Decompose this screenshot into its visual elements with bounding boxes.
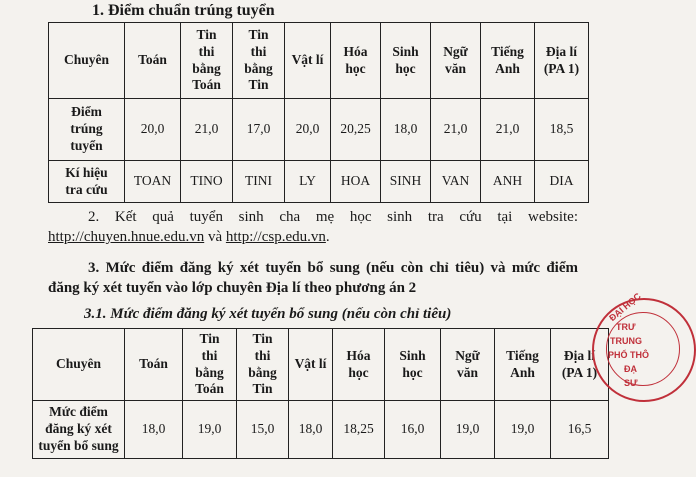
row-label-text: đăng ký xét (45, 421, 112, 437)
header-text: thi (254, 347, 271, 363)
table-cell: 15,0 (237, 401, 289, 459)
column-header (495, 329, 551, 401)
table-cell: 19,0 (441, 401, 495, 459)
header-text: văn (444, 60, 466, 76)
header-text: Ngữ (443, 43, 468, 59)
header-text: thi (198, 43, 215, 59)
column-header (125, 23, 181, 99)
stamp-text: SƯ (624, 378, 638, 388)
table-header-row (49, 23, 589, 99)
header-text: bằng (195, 364, 224, 380)
table-cell: ANH (481, 161, 535, 203)
table-cell: 16,0 (385, 401, 441, 459)
row-label-text: Kí hiệu (65, 164, 108, 180)
column-header (431, 23, 481, 99)
column-header (49, 23, 125, 99)
header-text: Chuyên (63, 52, 109, 68)
table-cell: LY (285, 161, 331, 203)
table-cell: 21,0 (481, 99, 535, 161)
header-text: (PA 1) (543, 60, 580, 76)
header-text: Tiếng (491, 43, 524, 59)
header-text: Ngữ (455, 347, 480, 363)
table-cell: HOA (331, 161, 381, 203)
table-cell: 21,0 (431, 99, 481, 161)
header-text: học (395, 60, 416, 76)
table-cell: TINO (181, 161, 233, 203)
supplementary-score-table (32, 328, 609, 459)
column-header (183, 329, 237, 401)
school-stamp (592, 290, 696, 402)
joiner-text: và (204, 229, 226, 245)
table-cell: TINI (233, 161, 285, 203)
header-text: Sinh (392, 43, 419, 59)
header-text: Anh (495, 60, 520, 76)
header-text: Tin (252, 381, 273, 397)
table-cell: 16,5 (551, 401, 609, 459)
header-text: Toán (195, 381, 224, 397)
row-label (49, 99, 125, 161)
column-header (381, 23, 431, 99)
row-label-text: Điểm (71, 104, 102, 120)
column-header (331, 23, 381, 99)
header-text: Tin (199, 330, 220, 346)
table-cell: SINH (381, 161, 431, 203)
table-cell: VAN (431, 161, 481, 203)
column-header (333, 329, 385, 401)
end-text: . (325, 229, 330, 245)
table-cell: 18,0 (381, 99, 431, 161)
table-cell: DIA (535, 161, 589, 203)
header-text: bằng (192, 60, 221, 76)
section-3-title (48, 258, 578, 298)
table-cell: 20,0 (125, 99, 181, 161)
header-text: Toán (138, 52, 167, 68)
section-1-title: 1. Điểm chuẩn trúng tuyển (92, 2, 275, 19)
header-text: Hóa (343, 43, 368, 59)
header-text: Hóa (346, 347, 371, 363)
table-cell: 20,25 (331, 99, 381, 161)
header-text: Tin (248, 26, 269, 42)
row-label-text: tuyển (70, 137, 103, 153)
row-label-text: trúng (70, 121, 103, 137)
paragraph-2 (48, 207, 578, 247)
section-3-line2: đăng ký xét tuyển vào lớp chuyên Địa lí theo phương án 2 (48, 280, 417, 296)
header-text: Vật lí (294, 356, 327, 372)
header-text: học (348, 364, 369, 380)
table-cell: 18,0 (289, 401, 333, 459)
column-header (33, 329, 125, 401)
header-text: bằng (248, 364, 277, 380)
header-text: thi (201, 347, 218, 363)
table-header-row (33, 329, 609, 401)
column-header (181, 23, 233, 99)
header-text: (PA 1) (561, 364, 598, 380)
table-row (33, 401, 609, 459)
link-csp[interactable]: http://csp.edu.vn (225, 229, 326, 245)
row-label (49, 161, 125, 203)
header-text: Địa lí (563, 347, 596, 363)
header-text: Chuyên (55, 356, 101, 372)
header-text: Sinh (399, 347, 426, 363)
header-text: bằng (244, 60, 273, 76)
table-cell: 18,0 (125, 401, 183, 459)
header-text: Toán (139, 356, 168, 372)
row-label (33, 401, 125, 459)
table-cell: 18,25 (333, 401, 385, 459)
table-cell: 19,0 (183, 401, 237, 459)
stamp-text: ĐẠI HỌC (607, 290, 643, 324)
paragraph-2-line: 2. Kết quả tuyển sinh cha mẹ học sinh tra cứu tại website: (88, 209, 578, 225)
column-header (535, 23, 589, 99)
admission-score-table (48, 22, 589, 203)
stamp-text: TRƯ (616, 322, 636, 332)
table-row (49, 161, 589, 203)
stamp-text: PHỔ THÔ (608, 350, 650, 360)
header-text: Vật lí (291, 52, 324, 68)
row-label-text: tra cứu (65, 181, 108, 197)
header-text: Tin (196, 26, 217, 42)
table-cell: 19,0 (495, 401, 551, 459)
table-row (49, 99, 589, 161)
table-cell: 20,0 (285, 99, 331, 161)
column-header (481, 23, 535, 99)
header-text: Địa lí (545, 43, 578, 59)
column-header (285, 23, 331, 99)
row-label-text: Mức điểm (49, 404, 108, 420)
table-cell: 17,0 (233, 99, 285, 161)
table-cell: TOAN (125, 161, 181, 203)
header-text: học (345, 60, 366, 76)
link-chuyen-hnue[interactable]: http://chuyen.hnue.edu.vn (48, 229, 205, 245)
column-header (385, 329, 441, 401)
header-text: Anh (510, 364, 535, 380)
header-text: Toán (192, 77, 221, 93)
header-text: thi (250, 43, 267, 59)
header-text: Tiếng (506, 347, 539, 363)
section-3-line1: 3. Mức điểm đăng ký xét tuyển bổ sung (nếu còn chỉ tiêu) và mức điểm (88, 260, 578, 276)
stamp-text: ĐẠ (624, 364, 637, 374)
table-cell: 21,0 (181, 99, 233, 161)
section-3-1-title: 3.1. Mức điểm đăng ký xét tuyển bổ sung (nếu còn chỉ tiêu) (84, 306, 452, 322)
header-text: Tin (248, 77, 269, 93)
row-label-text: tuyển bổ sung (38, 437, 119, 453)
header-text: Tin (252, 330, 273, 346)
table-cell: 18,5 (535, 99, 589, 161)
column-header (233, 23, 285, 99)
column-header (289, 329, 333, 401)
column-header (237, 329, 289, 401)
column-header (441, 329, 495, 401)
column-header (125, 329, 183, 401)
header-text: học (402, 364, 423, 380)
stamp-text: TRUNG (610, 336, 642, 346)
header-text: văn (456, 364, 478, 380)
